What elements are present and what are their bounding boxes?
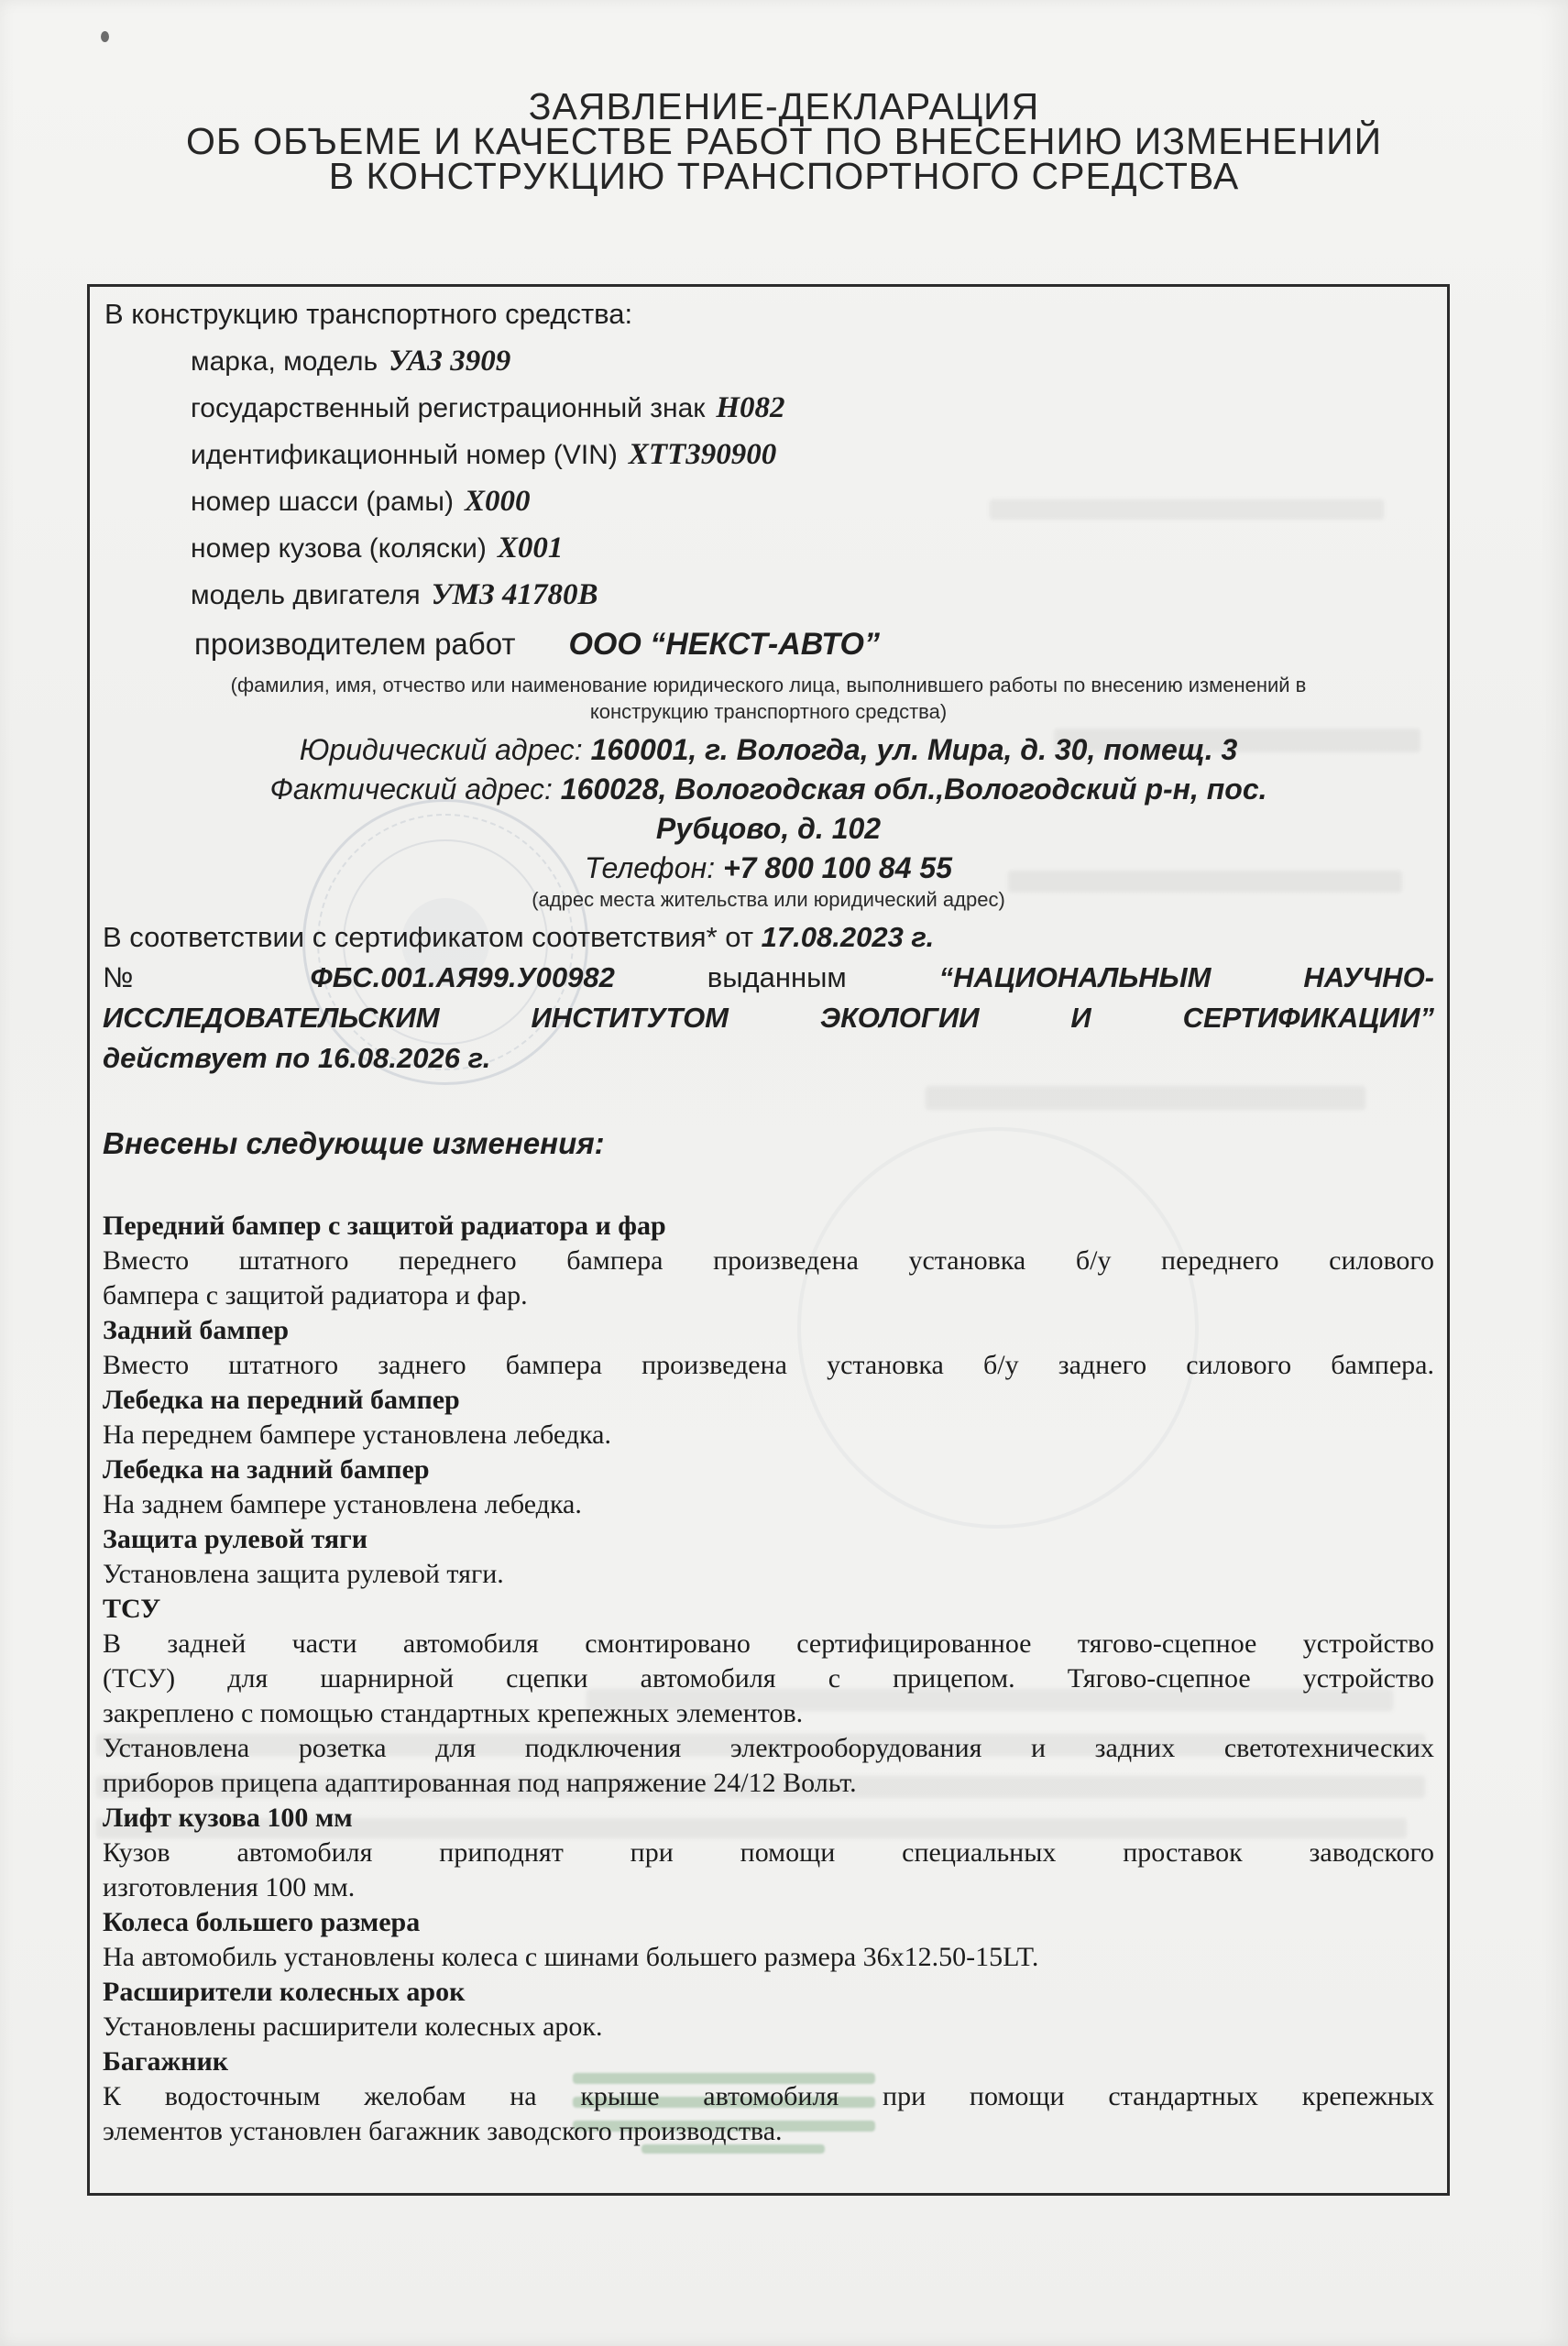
mod-section-rear-winch xyxy=(103,1453,1434,1522)
mod-line: Установлена защита рулевой тяги. xyxy=(103,1559,504,1589)
field-value: X001 xyxy=(497,532,564,565)
field-label: номер кузова (коляски) xyxy=(191,533,487,564)
certificate-block xyxy=(103,917,1434,1079)
legal-address-line xyxy=(103,730,1434,770)
legal-address-label: Юридический адрес: xyxy=(299,733,583,766)
mod-line: На заднем бампере установлена лебедка. xyxy=(103,1489,582,1519)
mod-section-fender-flares xyxy=(103,1975,1434,2045)
producer-label: производителем работ xyxy=(194,627,516,661)
actual-address-line-2 xyxy=(103,809,1434,849)
mod-line: Кузов автомобиля приподнят при помощи специальных проставок заводского xyxy=(103,1837,1434,1868)
vehicle-fields xyxy=(191,338,1434,619)
mod-section-body-lift xyxy=(103,1801,1434,1905)
field-value: УАЗ 3909 xyxy=(389,345,511,378)
certificate-issuer-part1: “НАЦИОНАЛЬНЫМ НАУЧНО- xyxy=(938,961,1434,993)
actual-address-line xyxy=(103,770,1434,809)
mod-line: На переднем бампере установлена лебедка. xyxy=(103,1420,611,1450)
address-block xyxy=(103,730,1434,888)
mod-section-tow-hitch xyxy=(103,1592,1434,1801)
field-value: XTT390900 xyxy=(628,438,777,471)
certificate-number: ФБС.001.АЯ99.У00982 xyxy=(310,961,615,993)
actual-address-value: 160028, Вологодская обл.,Вологодский р-н, пос. xyxy=(560,773,1267,806)
title-line-3: В КОНСТРУКЦИЮ ТРАНСПОРТНОГО СРЕДСТВА xyxy=(328,155,1240,197)
mod-line: элементов установлен багажник заводского производства. xyxy=(103,2116,783,2146)
mod-line: Вместо штатного переднего бампера произведена установка б/у переднего силового xyxy=(103,1245,1434,1276)
changes-heading: Внесены следующие изменения: xyxy=(103,1126,605,1160)
certificate-number-line xyxy=(103,958,1434,998)
field-label: государственный регистрационный знак xyxy=(191,393,706,423)
mod-section-steering-rod-guard xyxy=(103,1522,1434,1592)
certificate-intro: В соответствии с сертификатом соответствия* от xyxy=(103,921,754,953)
mod-title: Расширители колесных арок xyxy=(103,1977,466,2007)
mod-title: Лифт кузова 100 мм xyxy=(103,1803,353,1833)
certificate-no-sign: № xyxy=(103,961,218,993)
phone-label: Телефон: xyxy=(585,851,716,884)
mod-title: Задний бампер xyxy=(103,1315,290,1345)
legal-address-value: 160001, г. Вологда, ул. Мира, д. 30, помещ. 3 xyxy=(590,733,1238,766)
field-value: УМЗ 41780В xyxy=(431,578,598,611)
field-label: идентификационный номер (VIN) xyxy=(191,440,618,470)
phone-line xyxy=(103,849,1434,888)
field-label: марка, модель xyxy=(191,346,378,377)
certificate-validity: действует по 16.08.2026 г. xyxy=(103,1042,491,1074)
mod-line: К водосточным желобам на крыше автомобиля при помощи стандартных крепежных xyxy=(103,2081,1434,2111)
mod-title: Защита рулевой тяги xyxy=(103,1524,367,1554)
field-body-number xyxy=(191,525,1434,572)
certificate-issued-by: выданным xyxy=(707,961,847,993)
field-value: Н082 xyxy=(716,391,785,424)
mod-line: закреплено с помощью стандартных крепежных элементов. xyxy=(103,1698,804,1728)
mod-section-front-winch xyxy=(103,1383,1434,1453)
producer-value: ООО “НЕКСТ-АВТО” xyxy=(568,627,880,662)
title-line-1: ЗАЯВЛЕНИЕ-ДЕКЛАРАЦИЯ xyxy=(528,85,1040,127)
mod-line: Установлены расширители колесных арок. xyxy=(103,2012,603,2042)
mod-line: (ТСУ) для шарнирной сцепки автомобиля с прицепом. Тягово-сцепное устройство xyxy=(103,1663,1434,1694)
mod-title: Колеса большего размера xyxy=(103,1907,421,1937)
certificate-date: 17.08.2023 г. xyxy=(761,921,935,953)
mod-line: В задней части автомобиля смонтировано сертифицированное тягово-сцепное устройство xyxy=(103,1628,1434,1659)
field-registration-plate xyxy=(191,385,1434,432)
field-vin xyxy=(191,432,1434,478)
producer-footnote-line2: конструкцию транспортного средства) xyxy=(589,700,948,723)
mod-line: Вместо штатного заднего бампера произведена установка б/у заднего силового бампера. xyxy=(103,1350,1434,1380)
mod-title: Лебедка на задний бампер xyxy=(103,1454,430,1485)
mod-section-bigger-wheels xyxy=(103,1905,1434,1975)
field-make-model xyxy=(191,338,1434,385)
mod-line: Установлена розетка для подключения электрооборудования и задних светотехнических xyxy=(103,1733,1434,1763)
mod-line: приборов прицепа адаптированная под напряжение 24/12 Вольт. xyxy=(103,1768,857,1798)
mod-title: Лебедка на передний бампер xyxy=(103,1385,460,1415)
mod-title: ТСУ xyxy=(103,1594,161,1624)
modifications-list xyxy=(103,1209,1434,2149)
declaration-body-box xyxy=(87,284,1450,2196)
mod-title: Передний бампер с защитой радиатора и фар xyxy=(103,1211,666,1241)
field-engine-model xyxy=(191,572,1434,619)
producer-footnote xyxy=(103,672,1434,725)
phone-value: +7 800 100 84 55 xyxy=(722,851,952,884)
mod-title: Багажник xyxy=(103,2046,229,2077)
mod-line: изготовления 100 мм. xyxy=(103,1872,356,1902)
producer-footnote-line1: (фамилия, имя, отчество или наименование юридического лица, выполнившего работы по внесению изменений в xyxy=(230,674,1307,696)
field-label: номер шасси (рамы) xyxy=(191,487,454,517)
document-title xyxy=(0,0,1568,197)
actual-address-value-2: Рубцово, д. 102 xyxy=(655,812,882,845)
field-chassis-number xyxy=(191,478,1434,525)
mod-section-front-bumper xyxy=(103,1209,1434,1313)
certificate-issuer-part2: ИССЛЕДОВАТЕЛЬСКИМ ИНСТИТУТОМ ЭКОЛОГИИ И СЕРТИФИКАЦИИ” xyxy=(103,1002,1434,1034)
certificate-intro-line xyxy=(103,917,1434,958)
field-value: X000 xyxy=(464,485,531,518)
mod-section-rear-bumper xyxy=(103,1313,1434,1383)
actual-address-label: Фактический адрес: xyxy=(269,773,553,806)
mod-section-roof-rack xyxy=(103,2045,1434,2149)
field-label: модель двигателя xyxy=(191,580,421,610)
vehicle-intro: В конструкцию транспортного средства: xyxy=(104,298,633,330)
mod-line: бампера с защитой радиатора и фар. xyxy=(103,1280,528,1310)
address-footnote: (адрес места жительства или юридический адрес) xyxy=(532,888,1005,911)
mod-line: На автомобиль установлены колеса с шинами большего размера 36x12.50-15LT. xyxy=(103,1942,1039,1972)
title-line-2: ОБ ОБЪЕМЕ И КАЧЕСТВЕ РАБОТ ПО ВНЕСЕНИЮ ИЗМЕНЕНИЙ xyxy=(185,120,1383,162)
field-work-producer xyxy=(194,619,1434,670)
